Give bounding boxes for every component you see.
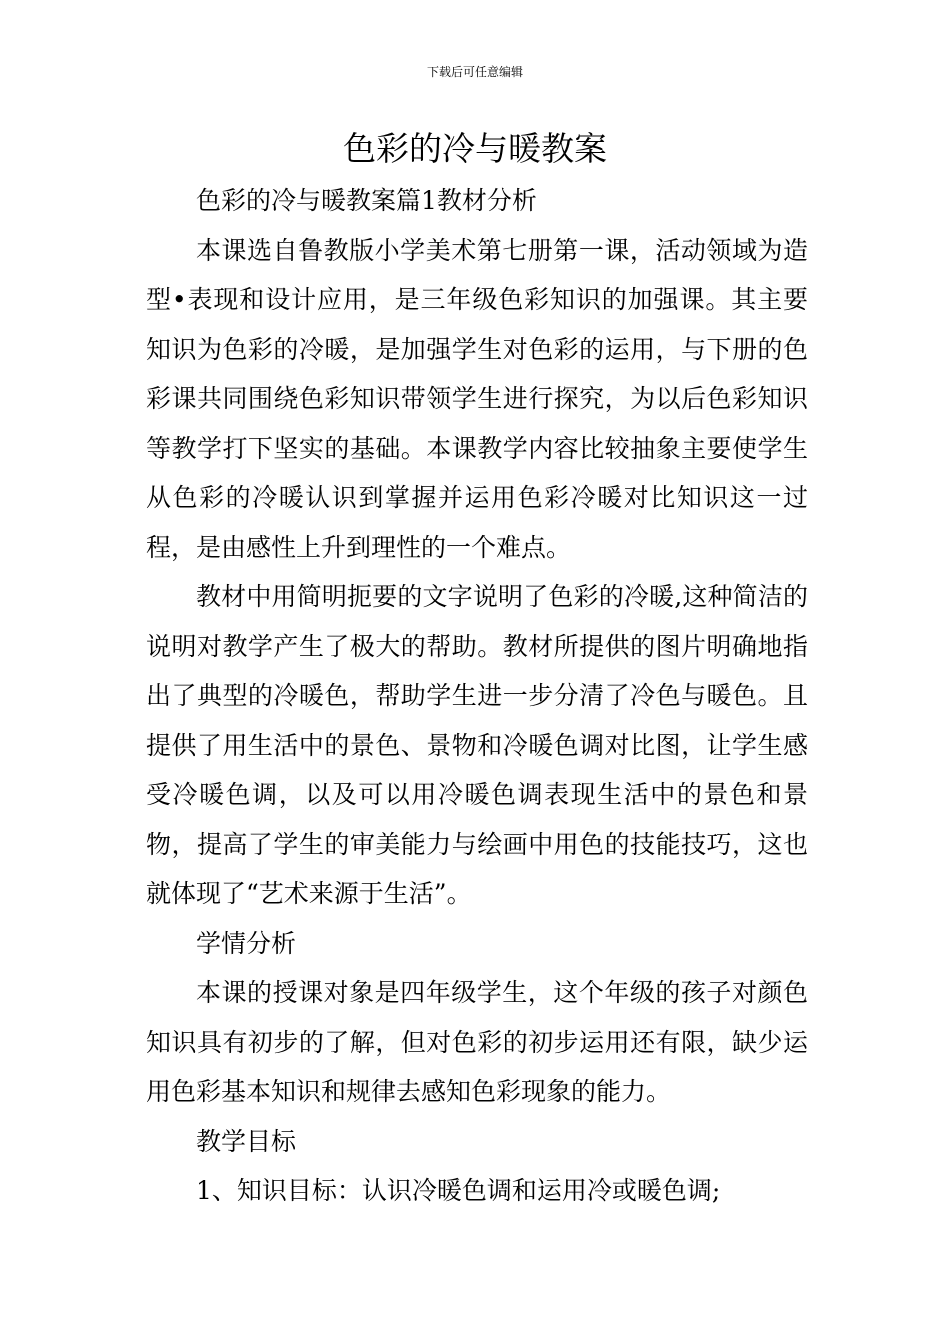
document-title: 色彩的冷与暖教案 [343, 129, 607, 168]
page-header-note: 下载后可任意编辑 [426, 65, 523, 79]
section-heading-textbook-analysis: 色彩的冷与暖教案篇1教材分析 [196, 186, 537, 215]
paragraph-knowledge-goal: 1、知识目标：认识冷暖色调和运用冷或暖色调; [196, 1176, 721, 1205]
document-body [146, 176, 808, 1216]
paragraph-student-analysis: 本课的授课对象是四年级学生，这个年级的孩子对颜色知识具有初步的了解，但对色彩的初步运用还有限，缺少运用色彩基本知识和规律去感知色彩现象的能力。 [146, 978, 808, 1106]
paragraph-textbook-content: 教材中用简明扼要的文字说明了色彩的冷暖,这种简洁的说明对教学产生了极大的帮助。教材所提供的图片明确地指出了典型的冷暖色，帮助学生进一步分清了冷色与暖色。且提供了用生活中的景色、景物和冷暖色调对比图，让学生感受冷暖色调，以及可以用冷暖色调表现生活中的景色和景物，提高了学生的审美能力与绘画中用色的技能技巧，这也就体现了“艺术来源于生活”。 [146, 582, 808, 908]
section-heading-teaching-goals: 教学目标 [196, 1126, 297, 1156]
paragraph-course-overview: 本课选自鲁教版小学美术第七册第一课，活动领域为造型•表现和设计应用，是三年级色彩知识的加强课。其主要知识为色彩的冷暖，是加强学生对色彩的运用，与下册的色彩课共同围绕色彩知识带领学生进行探究，为以后色彩知识等教学打下坚实的基础。本课教学内容比较抽象主要使学生从色彩的冷暖认识到掌握并运用色彩冷暖对比知识这一过程，是由感性上升到理性的一个难点。 [146, 235, 808, 562]
section-heading-student-analysis: 学情分析 [196, 928, 297, 958]
